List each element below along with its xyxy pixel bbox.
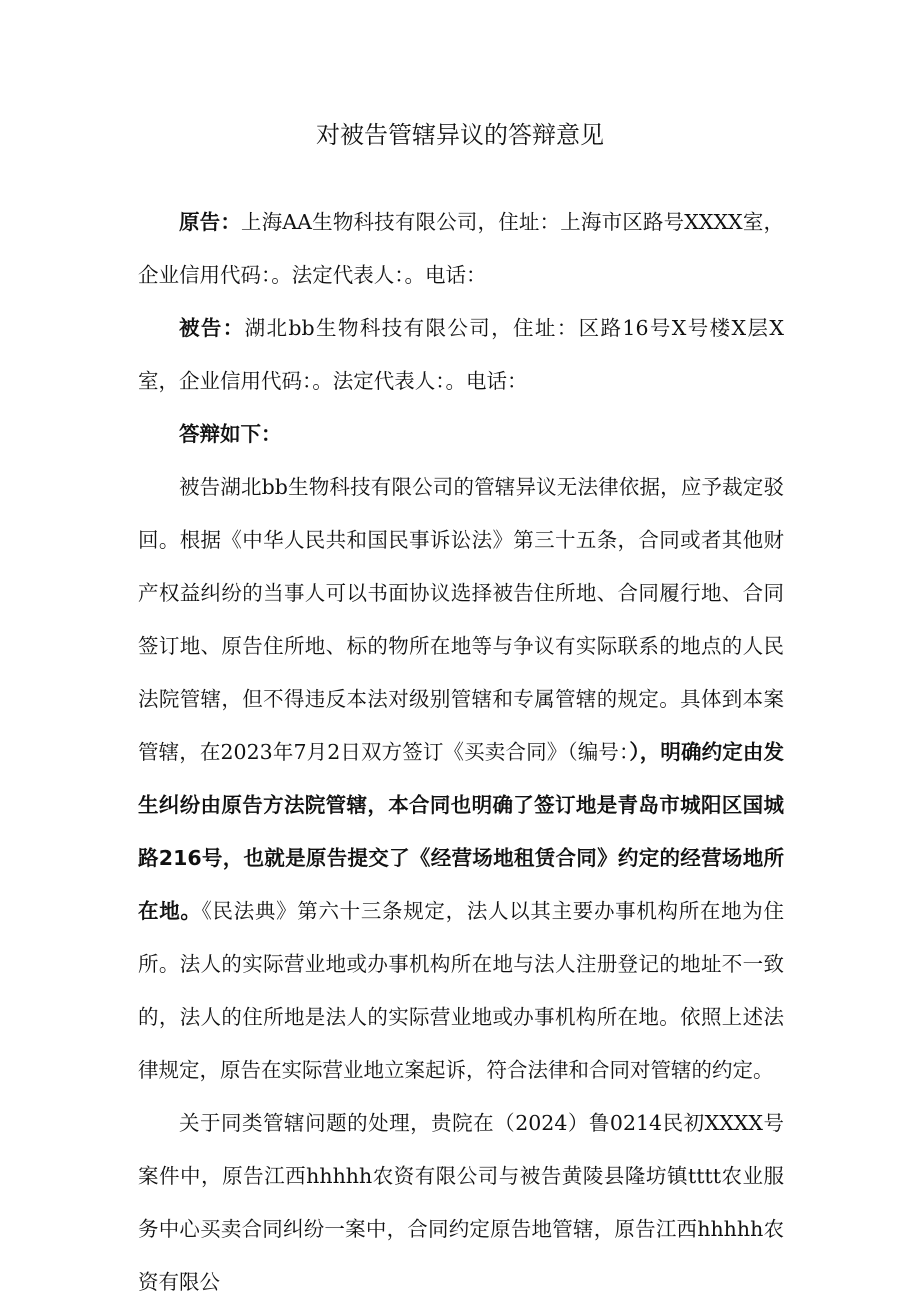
argument-text-1: 被告湖北bb生物科技有限公司的管辖异议无法律依据，应予裁定驳回。根据《中华人民共和国民事诉讼法》第三十五条，合同或者其他财产权益纠纷的当事人可以书面协议选择被告住所地、合同履行地、合同签订地、原告住所地、标的物所在地等与争议有实际联系的地点的人民法院管辖，但不得违反本法对级别管辖和专属管辖的规定。具体到本案管辖，在2023年7月2日双方签订《买卖合同》（编号： bbox=[138, 475, 784, 764]
defendant-paragraph bbox=[138, 302, 784, 408]
argument-bold-text: ），明确约定由发生纠纷由原告方法院管辖，本合同也明确了签订地是青岛市城阳区国城路216号，也就是原告提交了《经营场地租赁合同》约定的经营场地所在地。 bbox=[138, 740, 784, 923]
defense-heading: 答辩如下： bbox=[179, 422, 282, 446]
plaintiff-label: 原告： bbox=[179, 210, 242, 234]
plaintiff-paragraph bbox=[138, 196, 784, 302]
defendant-text: 湖北bb生物科技有限公司，住址：区路16号X号楼X层X室，企业信用代码：。法定代表人：。电话： bbox=[138, 316, 784, 393]
defense-heading-paragraph bbox=[138, 408, 784, 461]
precedent-text: 关于同类管辖问题的处理，贵院在（2024）鲁0214民初XXXX号案件中，原告江西hhhhh农资有限公司与被告黄陵县隆坊镇tttt农业服务中心买卖合同纠纷一案中，合同约定原告地管辖，原告江西hhhhh农资有限公 bbox=[138, 1111, 784, 1294]
document-body bbox=[138, 196, 784, 1309]
plaintiff-text: 上海AA生物科技有限公司，住址：上海市区路号XXXX室，企业信用代码：。法定代表人：。电话： bbox=[138, 210, 784, 287]
argument-paragraph bbox=[138, 461, 784, 1097]
defendant-label: 被告： bbox=[179, 316, 245, 340]
precedent-paragraph bbox=[138, 1097, 784, 1309]
argument-text-2: 《民法典》第六十三条规定，法人以其主要办事机构所在地为住所。法人的实际营业地或办事机构所在地与法人注册登记的地址不一致的，法人的住所地是法人的实际营业地或办事机构所在地。依照上述法律规定，原告在实际营业地立案起诉，符合法律和合同对管辖的约定。 bbox=[138, 899, 785, 1082]
page-title: 对被告管辖异议的答辩意见 bbox=[316, 121, 604, 149]
